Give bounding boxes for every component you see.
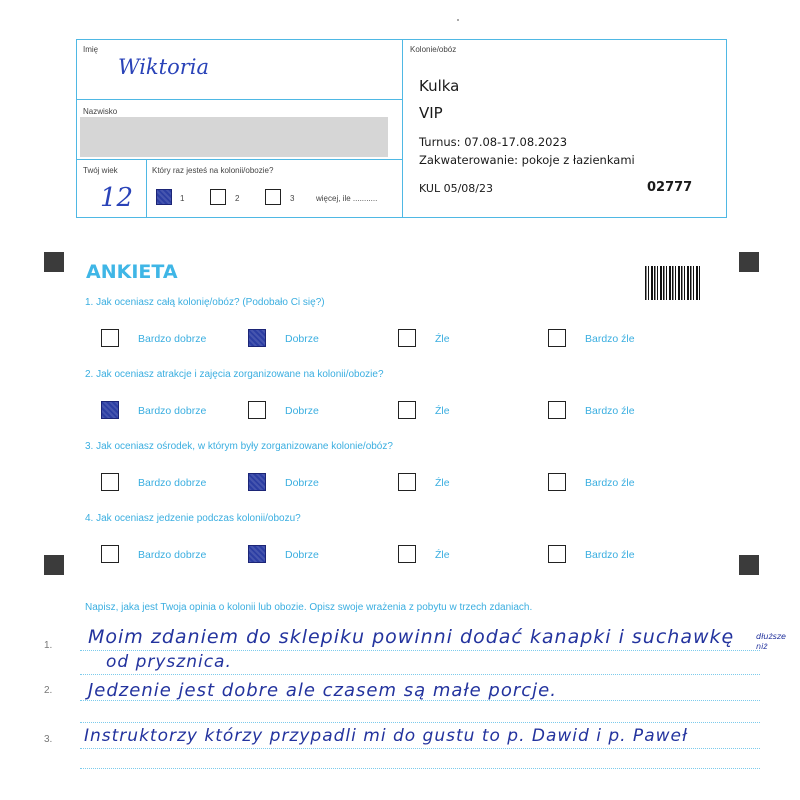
camp-code: KUL 05/08/23 [419,182,493,195]
answer-option-label: Bardzo dobrze [138,549,207,561]
ktory-raz-option-1: 1 [180,194,185,203]
opinion-answer-1[interactable]: Moim zdaniem do sklepiku powinni dodać kanapki i suchawkę [88,626,735,648]
survey-title: ANKIETA [86,261,178,283]
answer-checkbox[interactable] [548,401,566,419]
answer-checkbox[interactable] [101,473,119,491]
wiecej-label: więcej, ile ........... [316,194,378,203]
ktory-raz-label: Który raz jesteś na kolonii/obozie? [152,166,274,175]
question-text: 3. Jak oceniasz ośrodek, w którym były zorganizowane kolonie/obóz? [85,441,393,452]
answer-option-label: Bardzo źle [585,477,635,489]
answer-line [80,768,760,769]
opinion-answer-2[interactable]: Jedzenie jest dobre ale czasem są małe porcje. [88,680,557,701]
zakwaterowanie: Zakwaterowanie: pokoje z łazienkami [419,153,635,167]
nazwisko-redacted [80,117,388,157]
scan-speck [457,19,459,21]
answer-option-label: Bardzo źle [585,333,635,345]
opinion-margin-note: dłuższe niż [756,632,786,651]
registration-marker [739,555,759,575]
answer-option-label: Dobrze [285,333,319,345]
registration-marker [44,555,64,575]
question-text: 1. Jak oceniasz całą kolonię/obóz? (Podobało Ci się?) [85,297,325,308]
barcode [645,266,700,300]
answer-line [80,722,760,723]
answer-option-label: Dobrze [285,549,319,561]
question-text: 2. Jak oceniasz atrakcje i zajęcia zorganizowane na kolonii/obozie? [85,369,384,380]
camp-name: Kulka [419,77,460,95]
answer-checkbox[interactable] [398,545,416,563]
imie-value[interactable]: Wiktoria [118,55,210,79]
answer-option-label: Bardzo dobrze [138,477,207,489]
answer-checkbox[interactable] [248,545,266,563]
answer-option-label: Bardzo dobrze [138,333,207,345]
answer-checkbox[interactable] [101,329,119,347]
nazwisko-label: Nazwisko [83,107,118,116]
answer-option-label: Bardzo dobrze [138,405,207,417]
answer-checkbox[interactable] [398,473,416,491]
answer-option-label: Źle [435,549,450,561]
answer-checkbox[interactable] [548,329,566,347]
answer-option-label: Źle [435,477,450,489]
header-divider [76,99,403,100]
kolonie-label: Kolonie/obóz [410,45,457,54]
ktory-raz-option-3: 3 [290,194,295,203]
turnus: Turnus: 07.08-17.08.2023 [419,135,568,149]
answer-line [80,650,760,651]
answer-checkbox[interactable] [248,473,266,491]
answer-option-label: Bardzo źle [585,549,635,561]
answer-checkbox[interactable] [398,401,416,419]
answer-checkbox[interactable] [248,329,266,347]
answer-checkbox[interactable] [101,545,119,563]
header-divider [146,159,147,218]
wiek-value[interactable]: 12 [100,183,134,213]
opinion-line-number: 2. [44,685,53,696]
camp-variant: VIP [419,104,443,122]
question-text: 4. Jak oceniasz jedzenie podczas kolonii/obozu? [85,513,301,524]
registration-marker [44,252,64,272]
header-divider [402,39,403,218]
opinion-line-number: 3. [44,734,53,745]
header-divider [76,159,403,160]
opinion-answer-3[interactable]: Instruktorzy którzy przypadli mi do gustu to p. Dawid i p. Paweł [84,726,688,746]
form-number: 02777 [647,180,693,195]
answer-checkbox[interactable] [248,401,266,419]
ktory-raz-checkbox-2[interactable] [210,189,226,205]
answer-checkbox[interactable] [548,545,566,563]
answer-option-label: Dobrze [285,405,319,417]
opinion-line-number: 1. [44,640,53,651]
wiek-label: Twój wiek [83,166,118,175]
ktory-raz-checkbox-1[interactable] [156,189,172,205]
answer-option-label: Źle [435,405,450,417]
opinion-prompt: Napisz, jaka jest Twoja opinia o kolonii lub obozie. Opisz swoje wrażenia z pobytu w trzech zdaniach. [85,602,533,613]
ktory-raz-option-2: 2 [235,194,240,203]
registration-marker [739,252,759,272]
answer-checkbox[interactable] [398,329,416,347]
answer-option-label: Dobrze [285,477,319,489]
imie-label: Imię [83,45,99,54]
opinion-answer-1-continued[interactable]: od prysznica. [106,652,232,672]
answer-line [80,748,760,749]
answer-option-label: Źle [435,333,450,345]
answer-checkbox[interactable] [101,401,119,419]
answer-option-label: Bardzo źle [585,405,635,417]
answer-checkbox[interactable] [548,473,566,491]
ktory-raz-checkbox-3[interactable] [265,189,281,205]
answer-line [80,674,760,675]
